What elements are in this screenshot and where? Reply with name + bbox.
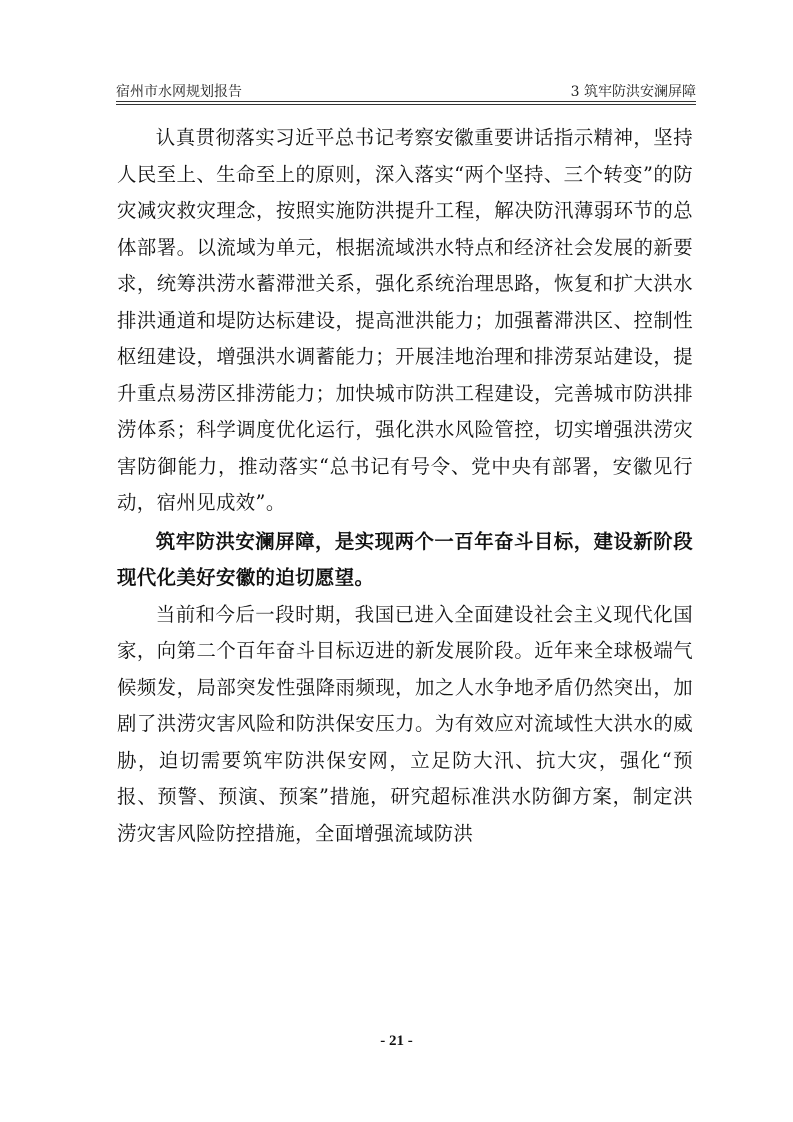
paragraph-bold-heading: 筑牢防洪安澜屏障，是实现两个一百年奋斗目标，建设新阶段现代化美好安徽的迫切愿望。	[117, 529, 693, 589]
document-body	[117, 120, 693, 852]
header-report-title: 宿州市水网规划报告	[116, 84, 242, 100]
page-number: - 21 -	[380, 1033, 413, 1049]
paragraph-current-stage: 当前和今后一段时期，我国已进入全面建设社会主义现代化国家，向第二个百年奋斗目标迈进的新发展阶段。近年来全球极端气候频发，局部突发性强降雨频现，加之人水争地矛盾仍然突出，加剧了洪涝灾害风险和防洪保安压力。为有效应对流域性大洪水的威胁，迫切需要筑牢防洪保安网，立足防大汛、抗大灾，强化“预报、预警、预演、预案”措施，研究超标准洪水防御方案，制定洪涝灾害风险防控措施，全面增强流域防洪	[117, 602, 693, 845]
page-header	[116, 79, 696, 101]
header-divider	[116, 101, 696, 102]
paragraph-implementation: 认真贯彻落实习近平总书记考察安徽重要讲话指示精神，坚持人民至上、生命至上的原则，深入落实“两个坚持、三个转变”的防灾减灾救灾理念，按照实施防洪提升工程，解决防汛薄弱环节的总体部署。以流域为单元，根据流域洪水特点和经济社会发展的新要求，统筹洪涝水蓄滞泄关系，强化系统治理思路，恢复和扩大洪水排洪通道和堤防达标建设，提高泄洪能力；加强蓄滞洪区、控制性枢纽建设，增强洪水调蓄能力；开展洼地治理和排涝泵站建设，提升重点易涝区排涝能力；加快城市防洪工程建设，完善城市防洪排涝体系；科学调度优化运行，强化洪水风险管控，切实增强洪涝灾害防御能力，推动落实“总书记有号令、党中央有部署，安徽见行动，宿州见成效”。	[117, 126, 693, 514]
header-chapter-title: 3 筑牢防洪安澜屏障	[570, 84, 696, 100]
header-divider-secondary	[116, 104, 696, 105]
